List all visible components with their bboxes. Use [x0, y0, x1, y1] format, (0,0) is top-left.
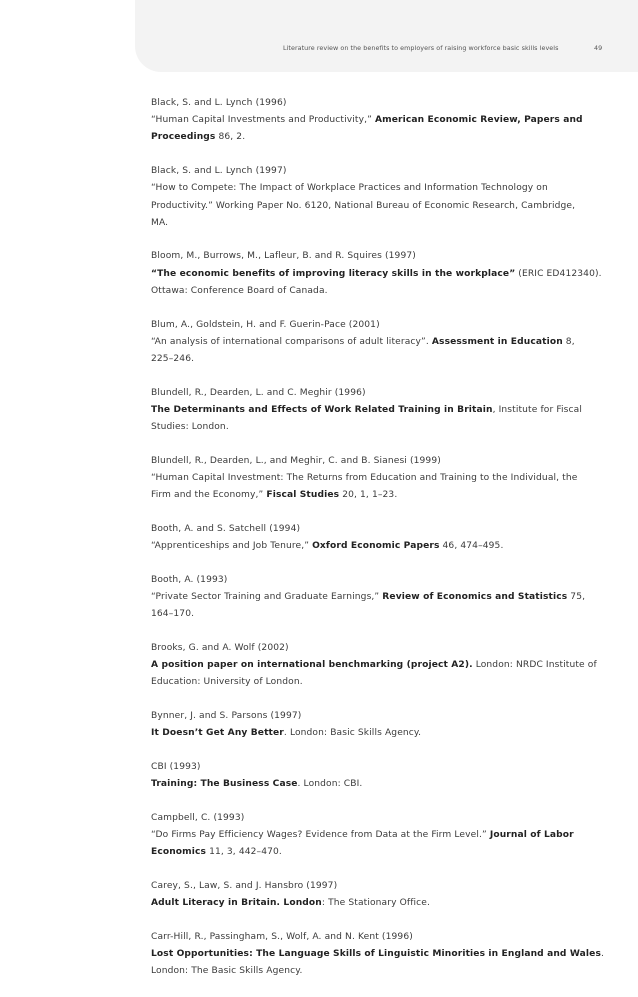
reference-bold-text: “The economic benefits of improving literacy skills in the workplace” — [151, 268, 516, 279]
reference-entry — [151, 521, 571, 555]
reference-entry — [151, 572, 586, 624]
running-header-title: Literature review on the benefits to employers of raising workforce basic skills levels — [283, 44, 559, 52]
reference-text: Education: University of London. — [151, 677, 303, 688]
reference-line — [151, 283, 571, 300]
reference-text: Firm and the Economy,” — [151, 490, 267, 501]
reference-entry — [151, 163, 576, 232]
reference-line — [151, 895, 571, 912]
reference-text: Ottawa: Conference Board of Canada. — [151, 285, 328, 296]
reference-line — [151, 266, 602, 283]
reference-line — [151, 844, 571, 861]
reference-line — [151, 470, 578, 487]
reference-line — [151, 946, 605, 963]
reference-line — [151, 95, 571, 112]
reference-line — [151, 878, 571, 895]
reference-text: “Private Sector Training and Graduate Earnings,” — [151, 591, 383, 602]
reference-line — [151, 810, 571, 827]
reference-bold-text: Review of Economics and Statistics — [382, 591, 568, 602]
reference-text: Carey, S., Law, S. and J. Hansbro (1997) — [151, 880, 338, 891]
reference-line — [151, 419, 571, 436]
reference-line — [151, 163, 571, 180]
reference-line — [151, 129, 571, 146]
reference-bold-text: Journal of Labor — [489, 830, 574, 840]
reference-entry — [151, 453, 578, 505]
reference-line — [151, 572, 571, 589]
reference-line — [151, 180, 571, 197]
reference-line — [151, 640, 571, 657]
reference-line — [151, 827, 574, 844]
reference-bold-text: Training: The Business Case — [151, 779, 298, 790]
reference-text: , Institute for Fiscal — [492, 404, 582, 415]
reference-text: Studies: London. — [151, 422, 229, 433]
reference-line — [151, 589, 586, 606]
reference-text: Bloom, M., Burrows, M., Lafleur, B. and R. Squires (1997) — [151, 251, 416, 262]
reference-text: “An analysis of international comparisons of adult literacy”. — [151, 336, 432, 347]
reference-line — [151, 385, 571, 402]
reference-line — [151, 487, 571, 504]
reference-text: . — [601, 949, 605, 960]
reference-text: “Human Capital Investment: The Returns from Education and Training to the Individual, the — [151, 472, 578, 483]
reference-line — [151, 402, 582, 419]
reference-bold-text: A position paper on international benchmarking (project A2). — [151, 660, 473, 671]
reference-text: “Apprenticeships and Job Tenure,” — [151, 541, 313, 552]
reference-text: MA. — [151, 217, 169, 228]
reference-text: 75, — [567, 591, 586, 602]
reference-text: 164–170. — [151, 609, 195, 620]
reference-text: 86, 2. — [215, 132, 246, 143]
reference-text: “How to Compete: The Impact of Workplace Practices and Information Technology on — [151, 183, 548, 194]
reference-bold-text: Economics — [151, 847, 207, 858]
reference-entry — [151, 640, 597, 692]
reference-line — [151, 759, 571, 776]
reference-text: (ERIC ED412340). — [515, 268, 602, 279]
reference-line — [151, 708, 571, 725]
reference-text: 11, 3, 442–470. — [206, 847, 282, 858]
reference-text: Booth, A. (1993) — [151, 574, 228, 585]
reference-bold-text: Lost Opportunities: The Language Skills of Linguistic Minorities in England and Wales — [151, 949, 601, 960]
reference-text: London: NRDC Institute of — [472, 660, 597, 671]
reference-entry — [151, 929, 605, 981]
reference-text: Campbell, C. (1993) — [151, 812, 245, 823]
reference-entry — [151, 708, 571, 742]
reference-bold-text: It Doesn’t Get Any Better — [151, 728, 284, 739]
reference-list — [151, 95, 605, 997]
reference-text: . London: Basic Skills Agency. — [283, 728, 422, 739]
reference-line — [151, 317, 571, 334]
reference-bold-text: Proceedings — [151, 132, 216, 143]
reference-text: Productivity.” Working Paper No. 6120, National Bureau of Economic Research, Cambridge, — [151, 200, 576, 211]
reference-text: Carr-Hill, R., Passingham, S., Wolf, A. and N. Kent (1996) — [151, 931, 413, 942]
reference-bold-text: Assessment in Education — [431, 336, 563, 347]
reference-line — [151, 521, 571, 538]
reference-line — [151, 963, 571, 980]
reference-bold-text: Oxford Economic Papers — [312, 541, 440, 552]
reference-line — [151, 453, 571, 470]
reference-line — [151, 215, 571, 232]
reference-text: . London: CBI. — [297, 779, 363, 790]
reference-text: London: The Basic Skills Agency. — [151, 966, 303, 977]
reference-line — [151, 606, 571, 623]
reference-text: “Human Capital Investments and Productivity,” — [151, 115, 375, 126]
reference-entry — [151, 759, 571, 793]
reference-text: 8, — [562, 336, 575, 347]
reference-entry — [151, 810, 574, 862]
reference-line — [151, 351, 571, 368]
page-number: 49 — [594, 44, 603, 52]
reference-bold-text: Adult Literacy in Britain. London — [151, 898, 322, 909]
reference-text: Blundell, R., Dearden, L., and Meghir, C. and B. Sianesi (1999) — [151, 455, 441, 466]
reference-text: : The Stationary Office. — [321, 898, 431, 909]
reference-line — [151, 198, 576, 215]
reference-entry — [151, 878, 571, 912]
reference-bold-text: American Economic Review, Papers and — [374, 115, 583, 126]
reference-bold-text: The Determinants and Effects of Work Related Training in Britain — [151, 404, 493, 415]
reference-text: Black, S. and L. Lynch (1997) — [151, 166, 287, 177]
reference-text: Blundell, R., Dearden, L. and C. Meghir (1996) — [151, 387, 366, 398]
reference-text: “Do Firms Pay Efficiency Wages? Evidence from Data at the Firm Level.” — [151, 830, 490, 840]
reference-text: 20, 1, 1–23. — [339, 490, 398, 501]
reference-text: Bynner, J. and S. Parsons (1997) — [151, 710, 302, 721]
reference-text: Brooks, G. and A. Wolf (2002) — [151, 642, 289, 653]
reference-entry — [151, 248, 602, 300]
reference-bold-text: Fiscal Studies — [266, 490, 340, 501]
reference-text: CBI (1993) — [151, 761, 201, 772]
reference-text: Black, S. and L. Lynch (1996) — [151, 98, 287, 108]
reference-text: Blum, A., Goldstein, H. and F. Guerin-Pace (2001) — [151, 319, 380, 330]
reference-line — [151, 248, 571, 265]
reference-entry — [151, 385, 582, 437]
reference-entry — [151, 317, 575, 369]
reference-text: 46, 474–495. — [439, 541, 504, 552]
reference-line — [151, 776, 571, 793]
reference-line — [151, 334, 575, 351]
reference-line — [151, 674, 571, 691]
header-band — [135, 0, 638, 72]
reference-line — [151, 725, 571, 742]
reference-text: Booth, A. and S. Satchell (1994) — [151, 523, 301, 534]
reference-line — [151, 112, 583, 129]
reference-line — [151, 538, 571, 555]
reference-line — [151, 657, 597, 674]
reference-line — [151, 929, 571, 946]
reference-text: 225–246. — [151, 353, 195, 364]
reference-entry — [151, 95, 583, 147]
